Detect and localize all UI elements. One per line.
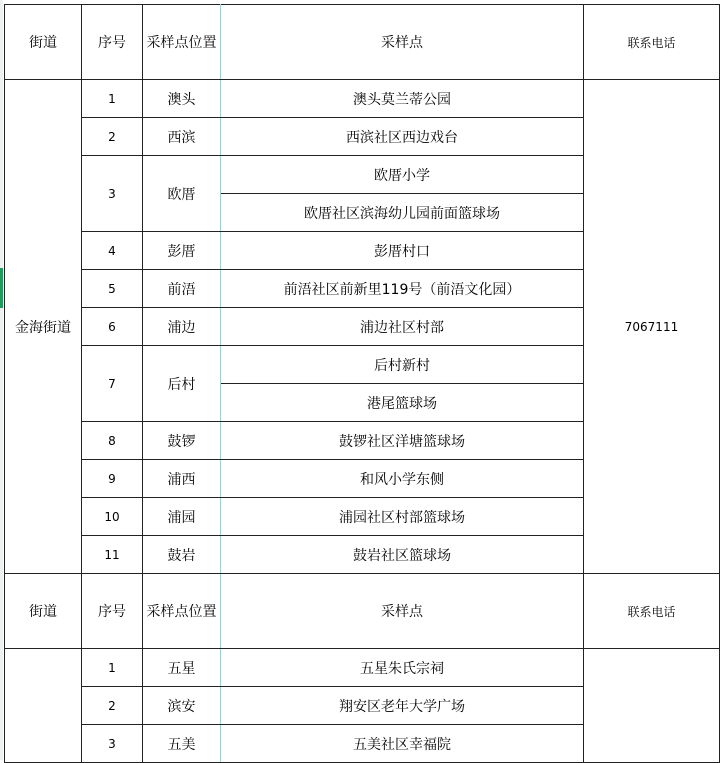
seq-cell[interactable]: 8: [82, 422, 143, 460]
location-cell[interactable]: 鼓岩: [143, 536, 221, 574]
site-cell[interactable]: 前浯社区前新里119号（前浯文化园）: [221, 270, 584, 308]
header-site[interactable]: 采样点: [221, 574, 584, 649]
location-cell[interactable]: 滨安: [143, 687, 221, 725]
site-cell[interactable]: 鼓岩社区篮球场: [221, 536, 584, 574]
header-location[interactable]: 采样点位置: [143, 5, 221, 80]
phone-cell[interactable]: [584, 649, 720, 763]
site-cell[interactable]: 澳头莫兰蒂公园: [221, 80, 584, 118]
header-phone[interactable]: 联系电话: [584, 5, 720, 80]
site-cell[interactable]: 浦边社区村部: [221, 308, 584, 346]
seq-cell[interactable]: 9: [82, 460, 143, 498]
street-cell[interactable]: 金海街道: [5, 80, 82, 574]
table-row: [5, 80, 720, 118]
header-seq[interactable]: 序号: [82, 5, 143, 80]
seq-cell[interactable]: 10: [82, 498, 143, 536]
header-row: [5, 574, 720, 649]
site-cell[interactable]: 翔安区老年大学广场: [221, 687, 584, 725]
site-cell[interactable]: 欧厝社区滨海幼儿园前面篮球场: [221, 194, 584, 232]
seq-cell[interactable]: 2: [82, 687, 143, 725]
table-body: [5, 5, 720, 763]
location-cell[interactable]: 浦西: [143, 460, 221, 498]
table-row: [5, 649, 720, 687]
header-street[interactable]: 街道: [5, 574, 82, 649]
site-cell[interactable]: 浦园社区村部篮球场: [221, 498, 584, 536]
seq-cell[interactable]: 5: [82, 270, 143, 308]
row-gutter: [0, 0, 3, 760]
location-cell[interactable]: 澳头: [143, 80, 221, 118]
location-cell[interactable]: 浦边: [143, 308, 221, 346]
site-cell[interactable]: 西滨社区西边戏台: [221, 118, 584, 156]
location-cell[interactable]: 鼓锣: [143, 422, 221, 460]
location-cell[interactable]: 前浯: [143, 270, 221, 308]
seq-cell[interactable]: 1: [82, 80, 143, 118]
header-street[interactable]: 街道: [5, 5, 82, 80]
site-cell[interactable]: 五美社区幸福院: [221, 725, 584, 763]
site-cell[interactable]: 鼓锣社区洋塘篮球场: [221, 422, 584, 460]
seq-cell[interactable]: 2: [82, 118, 143, 156]
location-cell[interactable]: 西滨: [143, 118, 221, 156]
phone-cell[interactable]: 7067111: [584, 80, 720, 574]
seq-cell[interactable]: 3: [82, 156, 143, 232]
location-cell[interactable]: 后村: [143, 346, 221, 422]
site-cell[interactable]: 后村新村: [221, 346, 584, 384]
location-cell[interactable]: 浦园: [143, 498, 221, 536]
header-row: [5, 5, 720, 80]
site-cell[interactable]: 和风小学东侧: [221, 460, 584, 498]
header-site[interactable]: 采样点: [221, 5, 584, 80]
header-location[interactable]: 采样点位置: [143, 574, 221, 649]
seq-cell[interactable]: 6: [82, 308, 143, 346]
site-cell[interactable]: 港尾篮球场: [221, 384, 584, 422]
header-seq[interactable]: 序号: [82, 574, 143, 649]
seq-cell[interactable]: 7: [82, 346, 143, 422]
street-cell[interactable]: [5, 649, 82, 763]
seq-cell[interactable]: 1: [82, 649, 143, 687]
selected-row-marker: [0, 268, 3, 308]
location-cell[interactable]: 五美: [143, 725, 221, 763]
location-cell[interactable]: 欧厝: [143, 156, 221, 232]
seq-cell[interactable]: 11: [82, 536, 143, 574]
location-cell[interactable]: 五星: [143, 649, 221, 687]
header-phone[interactable]: 联系电话: [584, 574, 720, 649]
location-cell[interactable]: 彭厝: [143, 232, 221, 270]
site-cell[interactable]: 五星朱氏宗祠: [221, 649, 584, 687]
site-cell[interactable]: 彭厝村口: [221, 232, 584, 270]
site-cell[interactable]: 欧厝小学: [221, 156, 584, 194]
sampling-sites-table: [4, 4, 720, 763]
seq-cell[interactable]: 4: [82, 232, 143, 270]
seq-cell[interactable]: 3: [82, 725, 143, 763]
